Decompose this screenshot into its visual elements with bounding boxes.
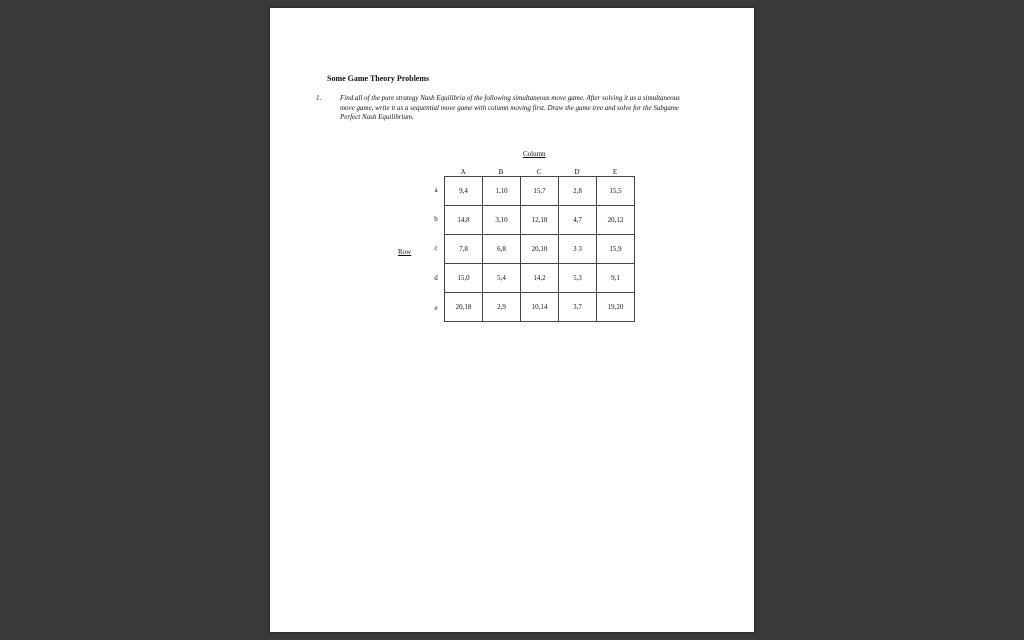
- payoff-cell: 14,8: [445, 206, 483, 235]
- payoff-cell: 12,18: [521, 206, 559, 235]
- payoff-cell: 1,10: [483, 177, 521, 206]
- payoff-cell: 14,2: [521, 264, 559, 293]
- row-header: a: [434, 186, 438, 194]
- column-header: A: [460, 168, 466, 176]
- payoff-row: [445, 177, 635, 206]
- payoff-row: [445, 293, 635, 322]
- payoff-cell: 3,10: [483, 206, 521, 235]
- problem-text: Find all of the pure strategy Nash Equilibria of the following simultaneous move game. After solving it as a simultaneous move game, write it as a sequential move game with column moving first. Draw the game tree and solve for the Subgame Perfect Nash Equilibrium.: [340, 94, 680, 121]
- column-player-label: Column: [523, 150, 546, 158]
- payoff-cell: 20,18: [445, 293, 483, 322]
- row-player-label: Row: [398, 248, 412, 256]
- column-header: D: [574, 168, 580, 176]
- payoff-cell: 2,9: [483, 293, 521, 322]
- payoff-cell: 20,10: [521, 235, 559, 264]
- payoff-cell: 2,8: [559, 177, 597, 206]
- payoff-cell: 6,8: [483, 235, 521, 264]
- payoff-cell: 9,1: [597, 264, 635, 293]
- problem-number: 1.: [316, 94, 322, 102]
- payoff-cell: 15,5: [597, 177, 635, 206]
- column-header: E: [612, 168, 618, 176]
- column-header: B: [498, 168, 504, 176]
- payoff-cell: 15,7: [521, 177, 559, 206]
- payoff-cell: 15,0: [445, 264, 483, 293]
- problem-1: [316, 94, 696, 123]
- row-header: e: [434, 304, 438, 312]
- row-header: d: [434, 274, 438, 282]
- payoff-matrix: [444, 176, 635, 322]
- document-title: Some Game Theory Problems: [327, 74, 430, 83]
- payoff-cell: 9,4: [445, 177, 483, 206]
- payoff-row: [445, 264, 635, 293]
- payoff-cell: 4,7: [559, 206, 597, 235]
- payoff-cell: 5,4: [483, 264, 521, 293]
- document-page: [270, 8, 754, 632]
- payoff-cell: 7,8: [445, 235, 483, 264]
- payoff-cell: 5,3: [559, 264, 597, 293]
- payoff-cell: 3,7: [559, 293, 597, 322]
- row-header: c: [434, 244, 438, 252]
- payoff-cell: 10,14: [521, 293, 559, 322]
- column-header: C: [536, 168, 542, 176]
- payoff-row: [445, 235, 635, 264]
- payoff-cell: 3 3: [559, 235, 597, 264]
- payoff-cell: 15,9: [597, 235, 635, 264]
- payoff-row: [445, 206, 635, 235]
- row-header: b: [434, 215, 438, 223]
- payoff-cell: 19,20: [597, 293, 635, 322]
- payoff-cell: 20,12: [597, 206, 635, 235]
